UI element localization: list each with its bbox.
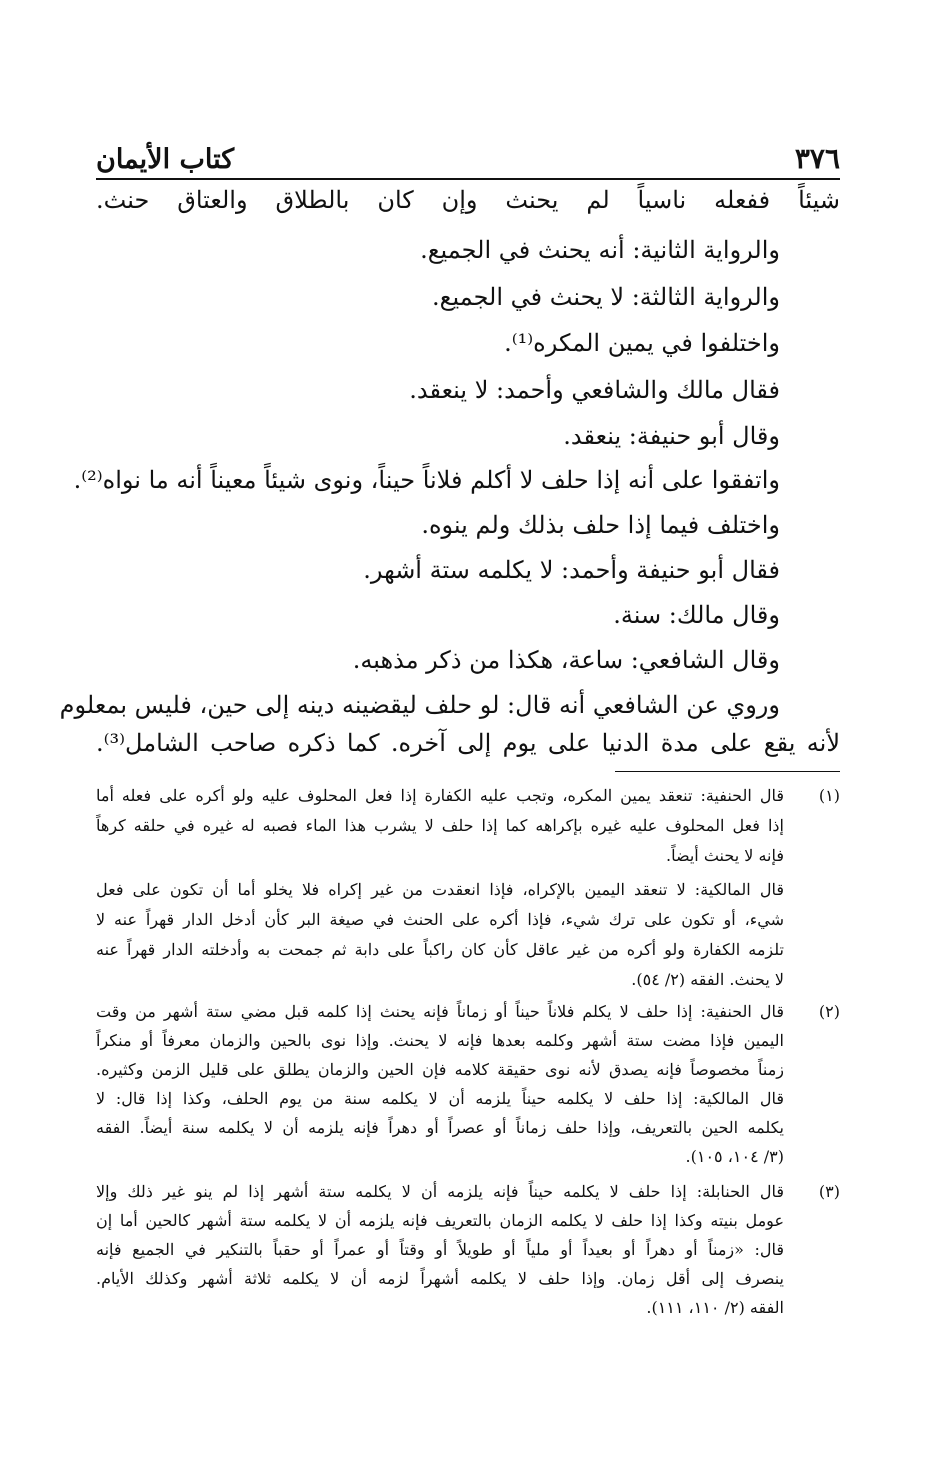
main-line: وروي عن الشافعي أنه قال: لو حلف ليقضينه دينه إلى حين، فليس بمعلوم <box>59 691 780 719</box>
main-line: وقال أبو حنيفة: ينعقد. <box>563 422 780 450</box>
footnote-number: (٣) <box>818 1182 840 1201</box>
main-line: والرواية الثانية: أنه يحنث في الجميع. <box>420 236 780 264</box>
main-line: فقال مالك والشافعي وأحمد: لا ينعقد. <box>409 376 780 404</box>
footnote-line: قال الحنابلة: إذا حلف لا يكلمه حيناً فإنه يلزمه أن لا يكلمه ستة أشهر إذا لم ينو غير ذلك وإلا <box>96 1182 784 1201</box>
main-line: وقال مالك: سنة. <box>613 601 780 629</box>
main-line: والرواية الثالثة: لا يحنث في الجميع. <box>432 283 780 311</box>
footnote-line: شيء، أو تكون على ترك شيء، فإذا أكره على الحنث في صيغة البر كأن أدخل الدار قهراً عنه لا <box>96 910 784 929</box>
footnote-line: إذا فعل المحلوف عليه غيره بإكراهه كما إذا حلف لا يشرب هذا الماء فصبه له غيره في حلقه كرهاً <box>96 816 784 835</box>
footnote-line: تلزمه الكفارة ولو أكره من غير عاقل كأن كان راكباً على دابة ثم جمحت به وأدخلته الدار قهراً عنه <box>96 940 784 959</box>
footnote-line: يكلمه الحين بالتعريف، وإذا حلف زماناً أو عصراً أو دهراً فإنه يلزمه أن لا يكلمه سنة أيضاً. الفقه <box>96 1118 784 1137</box>
footnote-line: قال الحنفية: تنعقد يمين المكره، وتجب عليه الكفارة إذا فعل المحلوف عليه ولو أكره على فعله أما <box>96 786 784 805</box>
footnote-line: (٣/ ١٠٤، ١٠٥). <box>685 1147 784 1166</box>
main-line: وقال الشافعي: ساعة، هكذا من ذكر مذهبه. <box>352 646 780 674</box>
main-line: واتفقوا على أنه إذا حلف لا أكلم فلاناً حيناً، ونوى شيئاً معيناً أنه ما نواه⁽²⁾. <box>73 466 780 494</box>
footnote-line: اليمين فإذا مضت ستة أشهر وكلمه بعدها فإنه لا يحنث. وإذا نوى بالحين والزمان معرفاً أو منكراً <box>96 1031 784 1050</box>
footnote-line: قال المالكية: إذا حلف لا يكلمه حيناً يلزمه أن لا يكلمه سنة من يوم الحلف، وكذا إذا قال: لا <box>96 1089 784 1108</box>
footnote-number: (١) <box>818 786 840 805</box>
footnote-line: الفقه (٢/ ١١٠، ١١١). <box>646 1298 784 1317</box>
header-rule <box>96 178 840 180</box>
chapter-title: كتاب الأيمان <box>96 144 235 175</box>
page-number: ٣٧٦ <box>794 142 840 175</box>
main-line: واختلفوا في يمين المكره⁽¹⁾. <box>504 329 780 357</box>
footnote-line: عومل بنيته وكذا إذا حلف لا يكلمه الزمان بالتعريف فإنه يلزمه أن لا يكلمه ستة أشهر كالحين أما إن <box>96 1211 784 1230</box>
main-line: واختلف فيما إذا حلف بذلك ولم ينوه. <box>421 511 780 539</box>
footnote-line: ينصرف إلى أقل زمان. وإذا حلف لا يكلمه أشهراً لزمه أن لا يكلمه ثلاثة أشهر وكذلك الأيام. <box>96 1269 784 1288</box>
footnote-line: لا يحنث. الفقه (٢/ ٥٤). <box>631 970 784 989</box>
footnote-line: قال المالكية: لا تنعقد اليمين بالإكراه، فإذا انعقدت من غير إكراه فلا يخلو أما أن تكون على فعل <box>96 880 785 899</box>
main-line: فقال أبو حنيفة وأحمد: لا يكلمه ستة أشهر. <box>363 556 780 584</box>
footnote-line: زمناً مخصوصاً فإنه يصدق لأنه نوى حقيقة كلامه فإن الحين والزمان يطلق على قليل الزمن وكثيره. <box>96 1060 784 1079</box>
footnote-number: (٢) <box>818 1002 840 1021</box>
footnote-line: قال: «زمناً أو دهراً أو بعيداً أو ملياً أو طويلاً أو وقتاً أو عمراً أو حقباً بالتنكير في الجميع فإنه <box>96 1240 784 1259</box>
footnote-rule <box>615 771 840 772</box>
main-line: لأنه يقع على مدة الدنيا على يوم إلى آخره. كما ذكره صاحب الشامل⁽³⁾. <box>96 729 840 757</box>
footnote-line: فإنه لا يحنث أيضاً. <box>666 846 784 865</box>
page-header <box>96 136 840 180</box>
footnote-line: قال الحنفية: إذا حلف لا يكلم فلاناً حيناً أو زماناً فإنه يحنث إذا كلمه قبل مضي ستة أشهر من وقت <box>96 1002 784 1021</box>
main-line: شيئاً ففعله ناسياً لم يحنث وإن كان بالطلاق والعتاق حنث. <box>96 186 840 214</box>
